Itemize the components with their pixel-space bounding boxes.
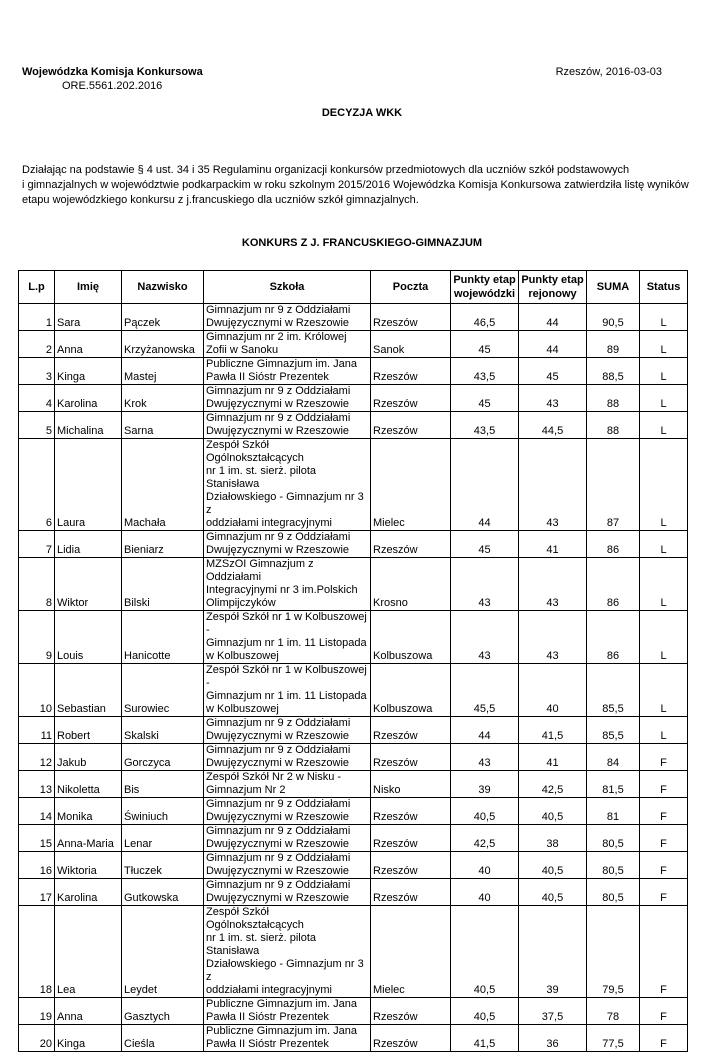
cell-voivodeship-points: 40,5 [451, 906, 519, 998]
table-row [19, 558, 688, 611]
cell-status: L [640, 664, 688, 717]
cell-row-number: 1 [19, 304, 55, 331]
cell-post-office: Rzeszów [371, 798, 451, 825]
cell-row-number: 20 [19, 1025, 55, 1052]
cell-row-number: 18 [19, 906, 55, 998]
cell-last-name: Gorczyca [122, 744, 204, 771]
cell-row-number: 12 [19, 744, 55, 771]
cell-post-office: Rzeszów [371, 825, 451, 852]
intro-paragraph [22, 163, 692, 208]
contest-title: KONKURS Z J. FRANCUSKIEGO-GIMNAZJUM [241, 237, 483, 249]
cell-regional-points: 36 [519, 1025, 587, 1052]
cell-regional-points: 37,5 [519, 998, 587, 1025]
cell-voivodeship-points: 41,5 [451, 1025, 519, 1052]
cell-regional-points: 44,5 [519, 412, 587, 439]
cell-status: L [640, 385, 688, 412]
cell-regional-points: 44 [519, 331, 587, 358]
cell-sum: 84 [587, 744, 640, 771]
cell-last-name: Hanicotte [122, 611, 204, 664]
table-row [19, 611, 688, 664]
cell-sum: 77,5 [587, 1025, 640, 1052]
cell-regional-points: 43 [519, 558, 587, 611]
cell-last-name: Krzyżanowska [122, 331, 204, 358]
cell-voivodeship-points: 43 [451, 558, 519, 611]
cell-school: Gimnazjum nr 9 z Oddziałami Dwujęzycznymi w Rzeszowie [204, 412, 371, 439]
cell-last-name: Pączek [122, 304, 204, 331]
cell-status: L [640, 304, 688, 331]
table-row [19, 825, 688, 852]
cell-regional-points: 40,5 [519, 798, 587, 825]
cell-school: Publiczne Gimnazjum im. Jana Pawła II Sióstr Prezentek [204, 998, 371, 1025]
cell-regional-points: 41 [519, 744, 587, 771]
cell-last-name: Lenar [122, 825, 204, 852]
cell-first-name: Monika [55, 798, 122, 825]
cell-voivodeship-points: 43,5 [451, 358, 519, 385]
header-sum: SUMA [587, 271, 640, 304]
cell-regional-points: 44 [519, 304, 587, 331]
table-row [19, 358, 688, 385]
header-post-office: Poczta [371, 271, 451, 304]
cell-sum: 86 [587, 531, 640, 558]
table-row [19, 879, 688, 906]
cell-school: Zespół Szkół Ogólnokształcących nr 1 im. st. sierż. pilota Stanisława Działowskiego - Gimnazjum nr 3 z oddziałami integracyjnymi [204, 439, 371, 531]
cell-status: F [640, 998, 688, 1025]
cell-post-office: Mielec [371, 439, 451, 531]
table-row [19, 331, 688, 358]
table-row [19, 531, 688, 558]
organization-name: Wojewódzka Komisja Konkursowa [22, 66, 203, 78]
table-row [19, 664, 688, 717]
cell-sum: 85,5 [587, 717, 640, 744]
cell-sum: 85,5 [587, 664, 640, 717]
cell-first-name: Karolina [55, 879, 122, 906]
cell-voivodeship-points: 43 [451, 611, 519, 664]
cell-voivodeship-points: 44 [451, 717, 519, 744]
cell-school: MZSzOI Gimnazjum z Oddziałami Integracyjnymi nr 3 im.Polskich Olimpijczyków [204, 558, 371, 611]
cell-voivodeship-points: 40 [451, 852, 519, 879]
cell-school: Gimnazjum nr 9 z Oddziałami Dwujęzycznymi w Rzeszowie [204, 744, 371, 771]
cell-sum: 87 [587, 439, 640, 531]
table-row [19, 717, 688, 744]
cell-post-office: Rzeszów [371, 385, 451, 412]
cell-sum: 88 [587, 385, 640, 412]
cell-voivodeship-points: 40,5 [451, 798, 519, 825]
cell-status: L [640, 331, 688, 358]
header-voivodeship-points: Punkty etap wojewódzki [451, 271, 519, 304]
cell-sum: 79,5 [587, 906, 640, 998]
cell-sum: 80,5 [587, 825, 640, 852]
cell-first-name: Jakub [55, 744, 122, 771]
cell-post-office: Rzeszów [371, 998, 451, 1025]
cell-school: Gimnazjum nr 9 z Oddziałami Dwujęzycznymi w Rzeszowie [204, 304, 371, 331]
cell-post-office: Rzeszów [371, 304, 451, 331]
cell-row-number: 10 [19, 664, 55, 717]
cell-row-number: 15 [19, 825, 55, 852]
table-row [19, 412, 688, 439]
cell-last-name: Krok [122, 385, 204, 412]
cell-last-name: Gasztych [122, 998, 204, 1025]
header-last-name: Nazwisko [122, 271, 204, 304]
cell-sum: 86 [587, 558, 640, 611]
cell-school: Gimnazjum nr 9 z Oddziałami Dwujęzycznymi w Rzeszowie [204, 717, 371, 744]
cell-school: Gimnazjum nr 9 z Oddziałami Dwujęzycznymi w Rzeszowie [204, 852, 371, 879]
intro-line: etapu wojewódzkiego konkursu z j.francuskiego dla uczniów szkół gimnazjalnych. [22, 194, 419, 206]
cell-sum: 88,5 [587, 358, 640, 385]
cell-status: F [640, 744, 688, 771]
cell-regional-points: 41,5 [519, 717, 587, 744]
cell-first-name: Louis [55, 611, 122, 664]
cell-status: F [640, 852, 688, 879]
table-row [19, 998, 688, 1025]
cell-status: L [640, 439, 688, 531]
table-row [19, 744, 688, 771]
reference-number: ORE.5561.202.2016 [62, 80, 163, 92]
header-school: Szkoła [204, 271, 371, 304]
cell-row-number: 4 [19, 385, 55, 412]
header-first-name: Imię [55, 271, 122, 304]
cell-school: Gimnazjum nr 9 z Oddziałami Dwujęzycznymi w Rzeszowie [204, 531, 371, 558]
table-row [19, 771, 688, 798]
cell-post-office: Rzeszów [371, 531, 451, 558]
cell-post-office: Mielec [371, 906, 451, 998]
cell-sum: 89 [587, 331, 640, 358]
cell-status: F [640, 771, 688, 798]
cell-status: L [640, 531, 688, 558]
cell-last-name: Skalski [122, 717, 204, 744]
cell-regional-points: 41 [519, 531, 587, 558]
table-row [19, 385, 688, 412]
cell-last-name: Tłuczek [122, 852, 204, 879]
cell-school: Gimnazjum nr 9 z Oddziałami Dwujęzycznymi w Rzeszowie [204, 879, 371, 906]
table-row [19, 798, 688, 825]
cell-last-name: Gutkowska [122, 879, 204, 906]
table-row [19, 304, 688, 331]
cell-post-office: Rzeszów [371, 1025, 451, 1052]
cell-row-number: 11 [19, 717, 55, 744]
place-and-date: Rzeszów, 2016-03-03 [555, 66, 662, 78]
cell-regional-points: 43 [519, 385, 587, 412]
cell-post-office: Kolbuszowa [371, 611, 451, 664]
cell-row-number: 9 [19, 611, 55, 664]
cell-school: Zespół Szkół Ogólnokształcących nr 1 im. st. sierż. pilota Stanisława Działowskiego - Gimnazjum nr 3 z oddziałami integracyjnymi [204, 906, 371, 998]
cell-status: F [640, 906, 688, 998]
cell-post-office: Rzeszów [371, 879, 451, 906]
cell-status: F [640, 825, 688, 852]
cell-school: Publiczne Gimnazjum im. Jana Pawła II Sióstr Prezentek [204, 1025, 371, 1052]
cell-row-number: 7 [19, 531, 55, 558]
cell-sum: 86 [587, 611, 640, 664]
cell-row-number: 14 [19, 798, 55, 825]
cell-row-number: 2 [19, 331, 55, 358]
cell-post-office: Rzeszów [371, 744, 451, 771]
cell-regional-points: 43 [519, 611, 587, 664]
cell-first-name: Anna-Maria [55, 825, 122, 852]
cell-first-name: Robert [55, 717, 122, 744]
cell-sum: 88 [587, 412, 640, 439]
cell-voivodeship-points: 39 [451, 771, 519, 798]
cell-row-number: 3 [19, 358, 55, 385]
cell-school: Gimnazjum nr 9 z Oddziałami Dwujęzycznymi w Rzeszowie [204, 798, 371, 825]
cell-last-name: Bilski [122, 558, 204, 611]
cell-regional-points: 38 [519, 825, 587, 852]
cell-last-name: Bis [122, 771, 204, 798]
cell-regional-points: 40,5 [519, 879, 587, 906]
cell-school: Publiczne Gimnazjum im. Jana Pawła II Sióstr Prezentek [204, 358, 371, 385]
cell-school: Zespół Szkół nr 1 w Kolbuszowej - Gimnazjum nr 1 im. 11 Listopada w Kolbuszowej [204, 611, 371, 664]
cell-sum: 90,5 [587, 304, 640, 331]
cell-post-office: Nisko [371, 771, 451, 798]
cell-school: Gimnazjum nr 2 im. Królowej Zofii w Sanoku [204, 331, 371, 358]
cell-row-number: 19 [19, 998, 55, 1025]
cell-regional-points: 40 [519, 664, 587, 717]
cell-voivodeship-points: 45 [451, 331, 519, 358]
intro-line: i gimnazjalnych w województwie podkarpackim w roku szkolnym 2015/2016 Wojewódzka Komisja Konkursowa zatwierdziła listę wyników [22, 179, 689, 191]
cell-first-name: Nikoletta [55, 771, 122, 798]
cell-first-name: Anna [55, 331, 122, 358]
cell-status: L [640, 611, 688, 664]
cell-voivodeship-points: 46,5 [451, 304, 519, 331]
cell-first-name: Laura [55, 439, 122, 531]
cell-status: L [640, 558, 688, 611]
cell-row-number: 8 [19, 558, 55, 611]
cell-school: Zespół Szkół Nr 2 w Nisku - Gimnazjum Nr 2 [204, 771, 371, 798]
cell-last-name: Cieśla [122, 1025, 204, 1052]
cell-first-name: Kinga [55, 358, 122, 385]
cell-post-office: Sanok [371, 331, 451, 358]
cell-last-name: Mastej [122, 358, 204, 385]
cell-post-office: Krosno [371, 558, 451, 611]
cell-first-name: Karolina [55, 385, 122, 412]
cell-status: L [640, 717, 688, 744]
cell-sum: 80,5 [587, 852, 640, 879]
cell-last-name: Bieniarz [122, 531, 204, 558]
cell-school: Zespół Szkół nr 1 w Kolbuszowej - Gimnazjum nr 1 im. 11 Listopada w Kolbuszowej [204, 664, 371, 717]
cell-last-name: Surowiec [122, 664, 204, 717]
cell-school: Gimnazjum nr 9 z Oddziałami Dwujęzycznymi w Rzeszowie [204, 825, 371, 852]
cell-voivodeship-points: 40 [451, 879, 519, 906]
cell-post-office: Rzeszów [371, 412, 451, 439]
cell-post-office: Kolbuszowa [371, 664, 451, 717]
cell-row-number: 13 [19, 771, 55, 798]
cell-sum: 80,5 [587, 879, 640, 906]
cell-last-name: Sarna [122, 412, 204, 439]
cell-last-name: Machała [122, 439, 204, 531]
header-lp: L.p [19, 271, 55, 304]
cell-sum: 78 [587, 998, 640, 1025]
cell-voivodeship-points: 43 [451, 744, 519, 771]
cell-row-number: 5 [19, 412, 55, 439]
cell-post-office: Rzeszów [371, 717, 451, 744]
cell-status: F [640, 798, 688, 825]
cell-post-office: Rzeszów [371, 358, 451, 385]
cell-status: F [640, 1025, 688, 1052]
cell-first-name: Kinga [55, 1025, 122, 1052]
cell-last-name: Leydet [122, 906, 204, 998]
cell-sum: 81,5 [587, 771, 640, 798]
cell-regional-points: 45 [519, 358, 587, 385]
cell-status: L [640, 412, 688, 439]
cell-regional-points: 39 [519, 906, 587, 998]
cell-status: L [640, 358, 688, 385]
header-regional-points: Punkty etap rejonowy [519, 271, 587, 304]
cell-post-office: Rzeszów [371, 852, 451, 879]
table-header-row [19, 271, 688, 304]
cell-first-name: Wiktoria [55, 852, 122, 879]
cell-regional-points: 42,5 [519, 771, 587, 798]
cell-status: F [640, 879, 688, 906]
cell-first-name: Sara [55, 304, 122, 331]
cell-voivodeship-points: 45 [451, 385, 519, 412]
header-status: Status [640, 271, 688, 304]
cell-first-name: Wiktor [55, 558, 122, 611]
cell-first-name: Michalina [55, 412, 122, 439]
table-row [19, 1025, 688, 1052]
table-row [19, 906, 688, 998]
intro-line: Działając na podstawie § 4 ust. 34 i 35 Regulaminu organizacji konkursów przedmiotowych dla uczniów szkół podstawowych [22, 164, 630, 176]
cell-row-number: 6 [19, 439, 55, 531]
cell-voivodeship-points: 44 [451, 439, 519, 531]
cell-voivodeship-points: 43,5 [451, 412, 519, 439]
cell-voivodeship-points: 45,5 [451, 664, 519, 717]
cell-row-number: 17 [19, 879, 55, 906]
cell-school: Gimnazjum nr 9 z Oddziałami Dwujęzycznymi w Rzeszowie [204, 385, 371, 412]
cell-first-name: Anna [55, 998, 122, 1025]
document-title: DECYZJA WKK [321, 107, 403, 119]
cell-voivodeship-points: 40,5 [451, 998, 519, 1025]
cell-first-name: Lidia [55, 531, 122, 558]
table-row [19, 439, 688, 531]
cell-regional-points: 40,5 [519, 852, 587, 879]
cell-voivodeship-points: 42,5 [451, 825, 519, 852]
cell-voivodeship-points: 45 [451, 531, 519, 558]
cell-last-name: Świniuch [122, 798, 204, 825]
cell-sum: 81 [587, 798, 640, 825]
table-row [19, 852, 688, 879]
cell-regional-points: 43 [519, 439, 587, 531]
cell-first-name: Sebastian [55, 664, 122, 717]
cell-row-number: 16 [19, 852, 55, 879]
results-table [18, 270, 688, 1052]
cell-first-name: Lea [55, 906, 122, 998]
